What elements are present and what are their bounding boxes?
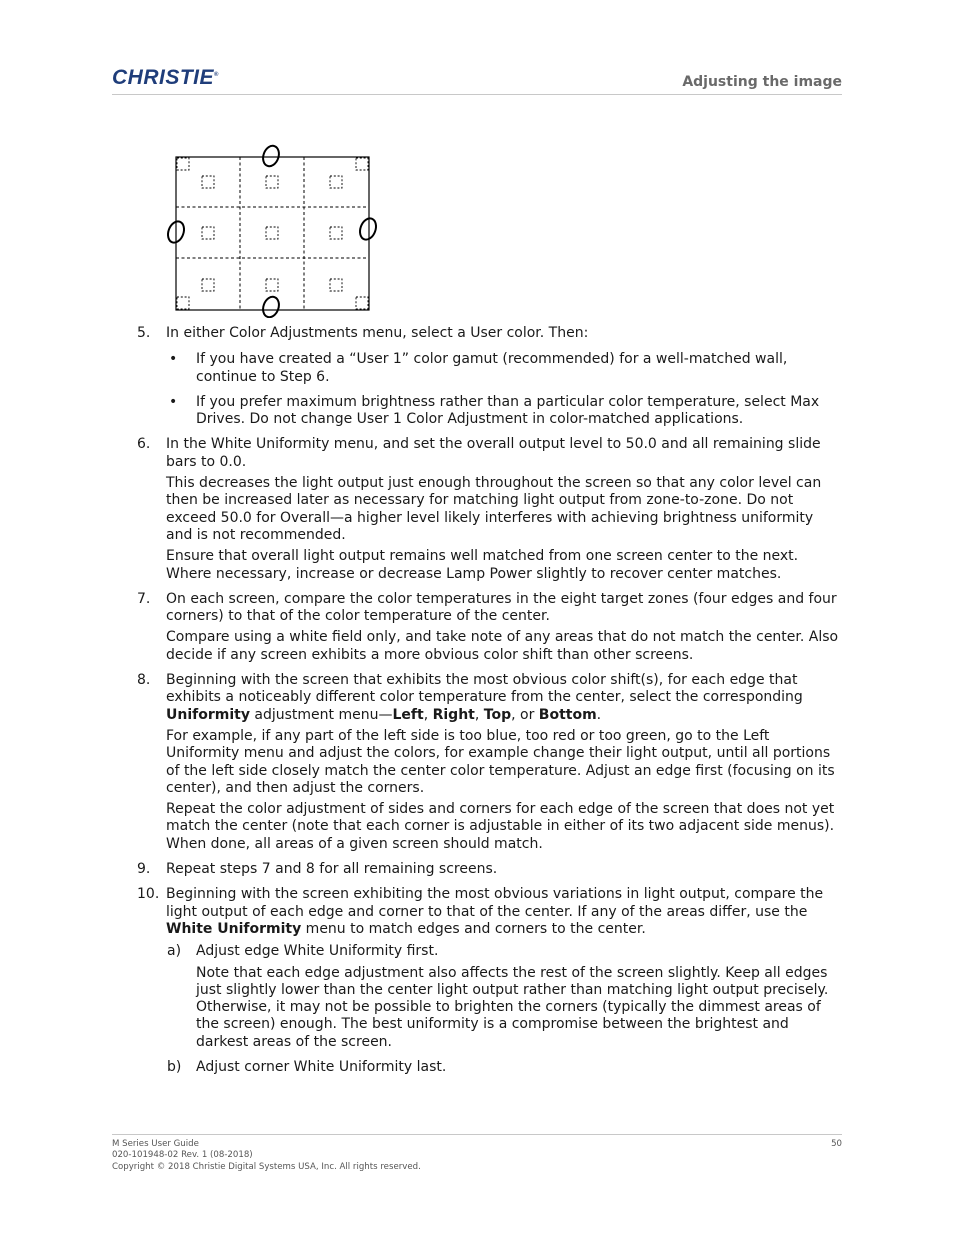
step-6: [137, 436, 843, 582]
menu-left: Left: [392, 706, 424, 723]
zone-target: [330, 227, 342, 239]
substep-letter: a): [167, 943, 182, 960]
footer-doc-number: 020-101948-02 Rev. 1 (08-2018): [112, 1150, 253, 1161]
white-uniformity-menu-name: White Uniformity: [166, 920, 302, 937]
zone-target: [266, 227, 278, 239]
step-8: [137, 672, 843, 853]
menu-bottom: Bottom: [538, 706, 597, 723]
zone-target: [266, 176, 278, 188]
substep-detail: Note that each edge adjustment also affects the rest of the screen slightly. Keep all edges just slightly lower than the center light output rather than matching light output precisely. Otherwise, it may not be possible to brighten the corners (typically the dimmest areas of the screen) enough. The best uniformity is a compromise between the brightest and darkest areas of the screen.: [196, 964, 829, 1050]
substep-text: Adjust edge White Uniformity first.: [196, 943, 439, 960]
step-detail: Repeat the color adjustment of sides and corners for each edge of the screen that does not yet match the center (note that each corner is adjustable in either of its two adjacent side menus). When done, all areas of a given screen should match.: [166, 801, 835, 852]
menu-top: Top: [483, 706, 512, 723]
zone-target: [202, 279, 214, 291]
page-header: [112, 66, 842, 95]
zone-target: [202, 227, 214, 239]
bullet-list: [166, 351, 843, 428]
step-text: In the White Uniformity menu, and set the overall output level to 50.0 and all remaining slide bars to 0.0.: [166, 436, 821, 470]
step-number: 10.: [137, 886, 160, 903]
step-number: 5.: [137, 325, 151, 341]
step-text: Beginning with the screen exhibiting the most obvious variations in light output, compare the light output of each edge and corner to that of the center. If any of the areas differ, use the White Uniformity menu to match edges and corners to the center.: [166, 886, 824, 937]
footer-guide-title: M Series User Guide: [112, 1139, 199, 1149]
step-text: In either Color Adjustments menu, select a User color. Then:: [166, 325, 589, 341]
substep-b: [166, 1059, 843, 1076]
step-number: 8.: [137, 672, 151, 689]
list-item: • If you have created a “User 1” color gamut (recommended) for a well-matched wall, continue to Step 6.: [169, 351, 788, 385]
menu-right: Right: [432, 706, 475, 723]
instructions: [137, 325, 843, 1084]
bullet-icon: •: [169, 351, 178, 368]
step-7: [137, 591, 843, 664]
substep-letter: b): [167, 1058, 182, 1075]
step-9: [137, 861, 843, 878]
substep-a: [166, 943, 843, 1051]
step-number: 7.: [137, 590, 151, 607]
step-number: 9.: [137, 861, 151, 878]
step-text: On each screen, compare the color temperatures in the eight target zones (four edges and four corners) to that of the color temperature of the center.: [166, 590, 837, 625]
step-10: [137, 886, 843, 1076]
zone-target: [202, 176, 214, 188]
edge-marker-top: [260, 144, 281, 169]
corner-target-bl: [177, 297, 189, 309]
screen-outline: [176, 157, 369, 310]
list-item: • If you prefer maximum brightness rather than a particular color temperature, select Max Drives. Do not change User 1 Color Adjustment in color-matched applications.: [169, 393, 820, 428]
uniformity-zone-diagram: [160, 136, 382, 318]
section-title: Adjusting the image: [682, 74, 842, 90]
step-detail: For example, if any part of the left side is too blue, too red or too green, go to the Left Uniformity menu and adjust the colors, for example change their light output, until all portions of the left side closely match the center color temperature. Adjust an edge first (focusing on its center), and then adjust the corners.: [166, 727, 835, 796]
substep-text: Adjust corner White Uniformity last.: [196, 1058, 447, 1075]
zone-target: [266, 279, 278, 291]
step-detail: This decreases the light output just enough throughout the screen so that any color level can then be increased later as necessary for matching light output from zone-to-zone. Do not exceed 50.0 for Overall—a higher level likely interferes with achieving brightness uniformity and is not recommended.: [166, 475, 822, 543]
edge-marker-right: [357, 216, 379, 242]
step-detail: Compare using a white field only, and take note of any areas that do not match the center. Also decide if any screen exhibits a more obvious color shift than other screens.: [166, 629, 839, 663]
corner-target-tl: [177, 158, 189, 170]
zone-target: [330, 279, 342, 291]
page-footer: [112, 1134, 842, 1173]
bullet-icon: •: [169, 393, 178, 410]
step-number: 6.: [137, 436, 151, 453]
edge-marker-bottom: [260, 295, 281, 318]
footer-copyright: Copyright © 2018 Christie Digital Systems USA, Inc. All rights reserved.: [112, 1161, 421, 1172]
page-number: 50: [831, 1139, 842, 1149]
step-text: Beginning with the screen that exhibits the most obvious color shift(s), for each edge that exhibits a noticeably different color temperature from the center, select the corresponding Uniformity adjustment menu—Left, Right, Top, or Bottom.: [166, 672, 803, 723]
uniformity-menu-name: Uniformity: [166, 706, 250, 723]
christie-logo: CHRISTIE®: [112, 66, 219, 89]
zone-target: [330, 176, 342, 188]
corner-target-tr: [356, 158, 368, 170]
step-detail: Ensure that overall light output remains well matched from one screen center to the next. Where necessary, increase or decrease Lamp Power slightly to recover center matches.: [166, 548, 799, 582]
corner-target-br: [356, 297, 368, 309]
step-text: Repeat steps 7 and 8 for all remaining screens.: [166, 861, 498, 878]
step-5: [137, 325, 843, 428]
